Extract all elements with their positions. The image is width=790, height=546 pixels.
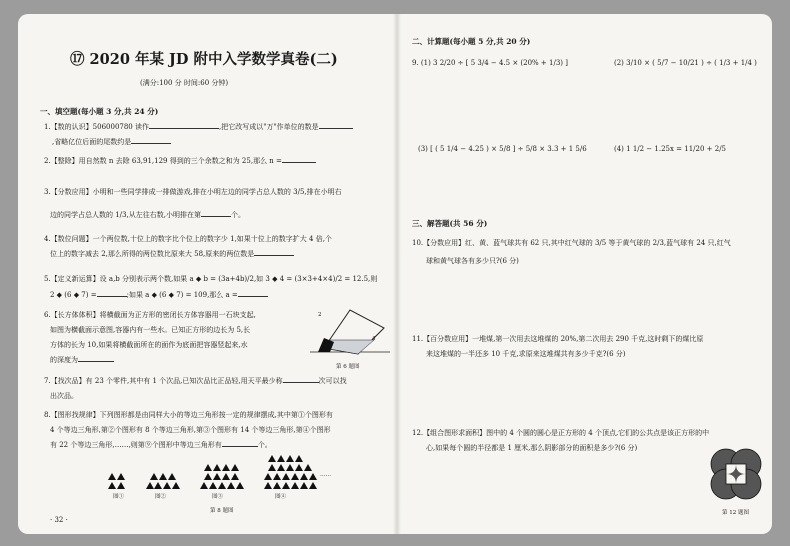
question-7 (44, 374, 347, 388)
question-5-cont (50, 288, 268, 302)
figure-6-container (310, 298, 390, 358)
q3-text-b: 边的同学占总人数的 1/3,从左往右数,小明排在第 (50, 211, 201, 219)
q3-blank[interactable] (201, 216, 231, 217)
section-solution: 三、解答题(共 56 分) (412, 219, 488, 228)
q1-blank-2[interactable] (319, 128, 353, 129)
figure-6-caption: 第 6 题图 (336, 364, 360, 370)
question-9-2: (2) 3/10 × ( 5/7 − 10/21 ) ÷ ( 1/3 + 1/4 ) (614, 59, 757, 67)
q7-text-b: 次可以找 (318, 377, 347, 385)
fig8-pattern-4 (264, 455, 317, 489)
question-7-cont (50, 389, 78, 403)
section-calculation: 二、计算题(每小题 5 分,共 20 分) (412, 37, 531, 46)
q6-text-a: 6.【长方体体积】将横截面为正方形的密闭长方体容器用一石块支起, (44, 311, 256, 319)
question-10-cont: 球和黄气球各有多少只?(6 分) (426, 257, 519, 265)
exam-subtitle: (满分:100 分 时间:60 分钟) (140, 79, 229, 87)
q8-text-b: 4 个等边三角形,第②个图形有 8 个等边三角形,第③个图形有 14 个等边三角形,第④个图形 (50, 426, 331, 434)
figure-12-caption: 第 12 题图 (722, 510, 749, 516)
page-gutter (393, 14, 401, 534)
question-3-cont (50, 208, 245, 222)
question-11: 11.【百分数应用】一堆煤,第一次用去这堆煤的 20%,第二次用去 290 千克,这时剩下的煤比原 (412, 335, 704, 343)
q1-blank-1[interactable] (149, 128, 219, 129)
q6-text-c: 方体的长为 10,如果将横截面所在的面作为底面把容器竖起来,水 (50, 341, 248, 349)
q1-text-a: 1.【数的认识】506000780 读作 (44, 123, 149, 131)
q1-text-c: ,省略亿位后面的尾数约是 (52, 138, 132, 146)
question-4 (44, 232, 332, 246)
question-11-cont: 来这堆煤的一半还多 10 千克,求原来这堆煤共有多少千克?(6 分) (426, 350, 626, 358)
question-2 (44, 154, 316, 168)
question-5 (44, 272, 377, 286)
q4-blank[interactable] (254, 255, 294, 256)
question-8-cont-1 (50, 423, 331, 437)
q5-text-a: 5.【定义新运算】设 a,b 分别表示两个数,如果 a ◆ b = (3a+4b)/2,如 3 ◆ 4 = (3×3+4×4)/2 = 12.5,则 (44, 275, 378, 283)
fig8-pattern-1 (108, 473, 125, 489)
question-4-cont (50, 247, 294, 261)
question-12: 12.【组合图形求面积】图中的 4 个圆的圆心是正方形的 4 个顶点,它们的公共点是该正方形的中 (412, 429, 710, 437)
q4-text-b: 位上的数字减去 2,那么所得的两位数比原来大 58,原来的两位数是 (50, 250, 255, 258)
q5-text-b: 2 ◆ (6 ◆ 7) = (50, 291, 97, 299)
question-9-1: 9. (1) 3 2/20 ÷ [ 5 3/4 − 4.5 × (20% + 1/3) ] (412, 59, 568, 67)
q4-text-a: 4.【数位问题】一个两位数,十位上的数字比个位上的数字少 1,如果十位上的数字扩大 4 倍,个 (44, 235, 332, 243)
fig8-ellipsis: …… (320, 472, 331, 478)
question-6-cont-3 (50, 353, 114, 367)
page-number: · 32 · (50, 516, 68, 524)
exam-title: ⑰ 2020 年某 JD 附中入学数学真卷(二) (70, 51, 338, 68)
fig8-pattern-2 (146, 473, 180, 489)
q5-blank-2[interactable] (238, 296, 268, 297)
fig6-label-2: 2 (318, 312, 322, 318)
figure-12-circles (706, 444, 766, 504)
question-1 (44, 120, 353, 134)
question-6-cont-1 (50, 323, 250, 337)
question-3 (44, 185, 342, 199)
q7-text-c: 出次品。 (50, 392, 78, 400)
figure-8-triangles (100, 454, 360, 504)
q8-text-c: 有 22 个等边三角形,……,则第⑨个图形中等边三角形有 (50, 441, 222, 449)
fig8-label-2: 图② (155, 494, 167, 500)
question-1-cont (52, 135, 171, 149)
q1-text-b: ,把它改写成以"万"作单位的数是 (219, 123, 319, 131)
q8-text-a: 8.【图形找规律】下列图形都是由同样大小的等边三角形按一定的规律摆成,其中第①个图形有 (44, 411, 333, 419)
book-spread (18, 14, 772, 534)
question-9-4: (4) 1 1/2 − 1.25x = 11/20 + 2/5 (614, 145, 727, 153)
fig8-label-4: 图④ (275, 494, 287, 500)
q3-text-a: 3.【分数应用】小明和一些同学排成一排做游戏,排在小明左边的同学占总人数的 3/5,排在小明右 (44, 188, 342, 196)
q6-text-d: 的深度为 (50, 356, 78, 364)
question-8 (44, 408, 333, 422)
q5-text-c: ;如果 a ◆ (6 ◆ 7) = 109,那么 a = (126, 291, 238, 299)
q8-text-d: 个。 (257, 441, 272, 449)
question-6-cont-2 (50, 338, 248, 352)
q6-blank[interactable] (78, 361, 114, 362)
fig8-pattern-3 (200, 464, 244, 489)
question-9-3: (3) [ ( 5 1/4 − 4.25 ) × 5/8 ] ÷ 5/8 × 3.3 + 1 5/6 (418, 145, 587, 153)
q7-blank[interactable] (283, 382, 319, 383)
q6-text-b: 如图为横截面示意图,容器内有一些水。已知正方形的边长为 5,长 (50, 326, 251, 334)
question-8-cont-2 (50, 438, 272, 452)
q2-blank[interactable] (282, 162, 316, 163)
fig6-label-4: 4 (372, 336, 376, 342)
q7-text-a: 7.【找次品】有 23 个零件,其中有 1 个次品,已知次品比正品轻,用天平最少称 (44, 377, 283, 385)
q2-text: 2.【整除】用自然数 n 去除 63,91,129 得到的三个余数之和为 25,那么 n = (44, 157, 282, 165)
fig8-label-3: 图③ (212, 494, 224, 500)
question-12-cont: 心,如果每个圆的半径都是 1 厘米,那么阴影部分的面积是多少?(6 分) (426, 444, 638, 452)
q8-blank[interactable] (222, 446, 258, 447)
question-6 (44, 308, 256, 322)
question-10: 10.【分数应用】红、黄、蓝气球共有 62 只,其中红气球的 3/5 等于黄气球的 2/3,蓝气球有 24 只,红气 (412, 239, 731, 247)
figure-8-caption: 第 8 题图 (210, 508, 234, 514)
q3-text-c: 个。 (230, 211, 245, 219)
q1-blank-3[interactable] (131, 143, 171, 144)
fig8-label-1: 图① (113, 494, 125, 500)
q5-blank-1[interactable] (97, 296, 127, 297)
section-fill-blank: 一、填空题(每小题 3 分,共 24 分) (40, 107, 159, 116)
